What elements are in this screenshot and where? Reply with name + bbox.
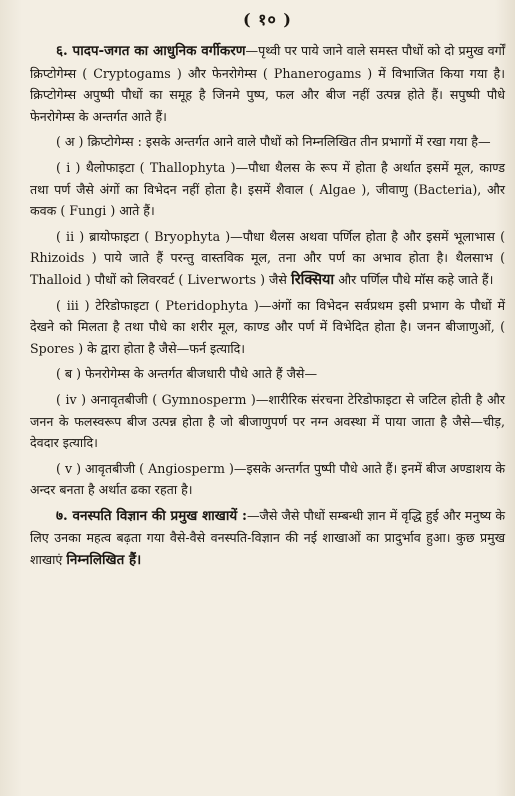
paragraph-i-thallophyta: ( i ) थैलोफाइटा ( Thallophyta )—पौधा थैलस के रूप में होता है अर्थात इसमें मूल, काण्ड तथा पर्ण जैसे अंगों का विभेदन नहीं होता है। इसमें शैवाल ( Algae ), जीवाणु (Bacteria), और कवक ( Fungi ) आते हैं। xyxy=(30,159,505,219)
section-6-heading: ६. पादप-जगत का आधुनिक वर्गीकरण xyxy=(56,43,246,59)
paragraph-ii-bryophyta xyxy=(30,226,505,291)
bryophyta-term: रिक्सिया xyxy=(290,270,335,288)
bryophyta-text-before: ( ii ) ब्रायोफाइटा ( Bryophyta )—पौधा थैलस अथवा पर्णिल होता है और इसमें भूलाभास ( Rhizoids ) पाये जाते हैं परन्तु वास्तविक मूल, तना और पर्ण का अभाव होता है। थैलसाभ ( Thalloid ) पौधों को लिवरवर्ट ( Liverworts ) जैसे xyxy=(30,228,505,287)
section-7-heading: ७. वनस्पति विज्ञान की प्रमुख शाखायें : xyxy=(56,507,247,524)
bryophyta-text-after: और पर्णिल पौधे मॉस कहे जाते हैं। xyxy=(338,271,494,287)
page-number: ( १० ) xyxy=(243,10,292,29)
paragraph-b-phanerogams: ( ब ) फेनरोगेम्स के अन्तर्गत बीजधारी पौधे आते हैं जैसे— xyxy=(56,366,318,382)
section-7-tail: निम्नलिखित हैं। xyxy=(66,552,142,569)
section-6-text: —पृथ्वी पर पाये जाने वाले समस्त पौधों को दो प्रमुख वर्गों क्रिप्टोगेम्स ( Cryptogams ) और फेनरोगेम्स ( Phanerogams ) में विभाजित किया गया है। क्रिप्टोगेम्स अपुष्पी पौधों का समूह है जिनमे पुष्प, फल और बीज नहीं उत्पन्न होते हैं। सपुष्पी पौधे फेनरोगेम्स के अन्तर्गत आते हैं। xyxy=(30,43,505,124)
section-6-paragraph xyxy=(30,40,505,127)
paragraph-iii-pteridophyta: ( iii ) टेरिडोफाइटा ( Pteridophyta )—अंगों का विभेदन सर्वप्रथम इसी प्रभाग के पौधों में देखने को मिलता है तथा पौधे का शरीर मूल, काण्ड और पर्ण में विभेदित होता है। जनन बीजाणुओं, ( Spores ) के द्वारा होता है जैसे—फर्न इत्यादि। xyxy=(30,297,505,356)
section-7-paragraph xyxy=(30,505,505,572)
paragraph-v-angiosperm: ( v ) आवृतबीजी ( Angiosperm )—इसके अन्तर्गत पुष्पी पौधे आते हैं। इनमें बीज अण्डाशय के अन्दर बनता है अर्थात ढका रहता है। xyxy=(30,460,505,498)
paragraph-iv-gymnosperm: ( iv ) अनावृतबीजी ( Gymnosperm )—शारीरिक संरचना टेरिडोफाइटा से जटिल होती है और जनन के फलस्वरूप बीज उत्पन्न होता है जो बीजाणुपर्ण पर नग्न अवस्था में पाया जाता है जैसे—चीड़, देवदार इत्यादि। xyxy=(30,391,505,451)
section-7-text: —जैसे जैसे पौधों सम्बन्धी ज्ञान में वृद्धि हुई और मनुष्य के लिए उनका महत्व बढ़ता गया वैसे-वैसे वनस्पति-विज्ञान की नई शाखाओं का प्रादुर्भाव हुआ। कुछ प्रमुख शाखाएं xyxy=(30,507,505,568)
paragraph-a-cryptogams: ( अ ) क्रिप्टोगेम्स : इसके अन्तर्गत आने वाले पौधों को निम्नलिखित तीन प्रभागों में रखा गया है— xyxy=(56,134,491,150)
